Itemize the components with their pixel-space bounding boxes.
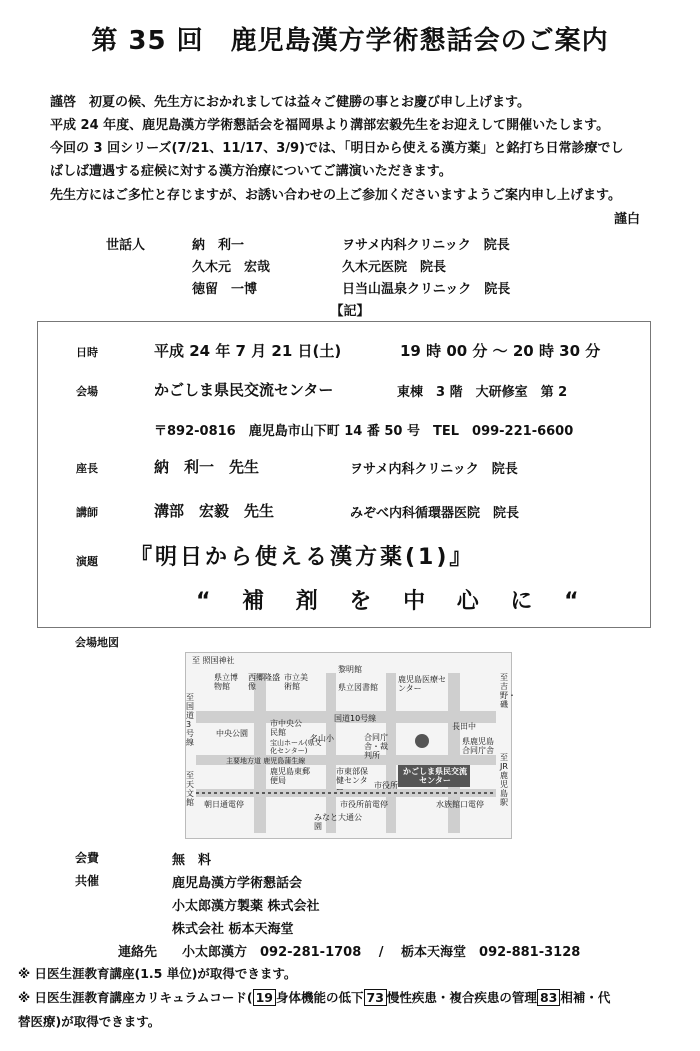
topic-label: 演題 (76, 555, 98, 568)
fee-value: 無 料 (172, 853, 212, 868)
curriculum-note-end: 替医療)が取得できます。 (18, 1014, 161, 1029)
speaker-label: 講師 (76, 506, 98, 519)
map-label: みなと大通公園 (314, 813, 362, 831)
organizer-affiliation: 久木元医院 院長 (342, 260, 447, 275)
curriculum-prefix: ※ 日医生涯教育講座カリキュラムコード( (18, 990, 253, 1005)
organizer-name: 納 利一 (192, 238, 245, 253)
date-label: 日時 (76, 346, 98, 359)
map-label: 市役所前電停 (340, 800, 388, 809)
map-label: 水族館口電停 (436, 800, 484, 809)
details-box (37, 321, 651, 628)
map-label: 至天文館 (186, 771, 194, 807)
map-label: 長田中 (452, 722, 476, 731)
venue-address: 〒892-0816 鹿児島市山下町 14 番 50 号 TEL 099-221-6600 (154, 424, 574, 439)
map-label: 市中央公民館 (270, 719, 302, 737)
speaker-name: 溝部 宏毅 先生 (154, 502, 275, 520)
sponsor-label: 共催 (75, 874, 100, 888)
fee-label: 会費 (75, 851, 100, 865)
map-label: 朝日通電停 (204, 800, 244, 809)
intro-line-1: 謹啓 初夏の候、先生方におかれましては益々ご健勝の事とお慶び申し上げます。 (50, 95, 530, 110)
curriculum-note (18, 988, 610, 1006)
map-label: 主要地方道 鹿児島蒲生線 (226, 757, 306, 765)
map-label: 宝山ホール(県文化センター) (270, 739, 322, 755)
map-label: 鹿児島医療センター (398, 675, 446, 693)
chair-label: 座長 (76, 462, 98, 475)
cme-note: ※ 日医生涯教育講座(1.5 単位)が取得できます。 (18, 966, 297, 981)
venue-marker-icon (415, 734, 429, 748)
map-label: 市立美術館 (284, 673, 308, 691)
lecture-subtitle: “ 補 剤 を 中 心 に “ (196, 589, 591, 614)
map-label: 中央公園 (216, 729, 248, 738)
event-date: 平成 24 年 7 月 21 日(土) (154, 342, 342, 360)
organizer-name: 徳留 一博 (192, 282, 258, 297)
map-label: 県立博物館 (214, 673, 238, 691)
map-label: 至JR鹿児島駅 (500, 753, 508, 807)
map-label: 至国道3号線 (186, 693, 194, 747)
venue-label: 会場 (76, 385, 98, 398)
event-time: 19 時 00 分 ～ 20 時 30 分 (400, 342, 601, 360)
venue-map (185, 652, 516, 839)
map-venue-label: かごしま県民交流センター (403, 767, 467, 785)
map-label: 国道10号線 (334, 714, 377, 723)
contact-text: 小太郎漢方 092-281-1708 / 栃本天海堂 092-881-3128 (182, 945, 581, 960)
curriculum-code-box: 73 (364, 989, 387, 1006)
sponsor-item: 小太郎漢方製薬 株式会社 (172, 899, 320, 914)
curriculum-code-box: 19 (253, 989, 276, 1006)
map-label: 県立図書館 (338, 683, 378, 692)
chair-affiliation: ヲサメ内科クリニック 院長 (350, 462, 518, 477)
sponsor-item: 鹿児島漢方学術懇話会 (172, 876, 303, 891)
venue-room: 東棟 3 階 大研修室 第 2 (397, 385, 568, 400)
venue-name: かごしま県民交流センター (154, 381, 334, 399)
map-label: 県鹿児島合同庁舎 (462, 737, 494, 755)
intro-line-4: ばしば遭遇する症候に対する漢方治療についてご講演いただきます。 (50, 164, 452, 179)
closing-word: 謹白 (613, 212, 640, 227)
map-heading: 会場地図 (75, 636, 119, 649)
road-vertical-1 (254, 673, 266, 833)
map-label: 西郷隆盛像 (248, 673, 280, 691)
curriculum-code-text: 慢性疾患・複合疾患の管理 (386, 990, 537, 1005)
page-title: 第 35 回 鹿児島漢方学術懇話会のご案内 (91, 26, 609, 56)
intro-line-3: 今回の 3 回シリーズ(7/21、11/17、3/9)では、「明日から使える漢方薬」と銘打ち日常診療でし (50, 141, 624, 156)
chair-name: 納 利一 先生 (154, 458, 260, 476)
curriculum-code-box: 83 (537, 989, 560, 1006)
ki-heading: 【記】 (330, 304, 370, 319)
contact-label: 連絡先 (118, 945, 158, 960)
sponsor-item: 株式会社 栃本天海堂 (172, 922, 294, 937)
lecture-title: 『明日から使える漢方薬(1)』 (130, 545, 475, 570)
map-label: 鹿児島東郵便局 (270, 767, 310, 785)
intro-line-5: 先生方にはご多忙と存じますが、お誘い合わせの上ご参加くださいますようご案内申し上げます。 (50, 188, 621, 203)
organizer-name: 久木元 宏哉 (192, 260, 271, 275)
map-label: 黎明館 (338, 665, 362, 674)
map-label: 合同庁舎・裁判所 (364, 733, 388, 760)
map-label: 名山小 (310, 734, 334, 743)
map-label: 市東部保健センター (336, 767, 368, 794)
intro-line-2: 平成 24 年度、鹿児島漢方学術懇話会を福岡県より溝部宏毅先生をお迎えして開催いたします。 (50, 118, 610, 133)
curriculum-code-text: 身体機能の低下 (276, 990, 364, 1005)
organizer-affiliation: ヲサメ内科クリニック 院長 (342, 238, 510, 253)
map-label: 至 照国神社 (192, 656, 235, 665)
map-label: 至吉野・磯 (500, 673, 516, 709)
map-label: 市役所 (374, 781, 398, 790)
speaker-affiliation: みぞべ内科循環器医院 院長 (350, 506, 520, 521)
organizers-label: 世話人 (106, 238, 146, 253)
organizer-affiliation: 日当山温泉クリニック 院長 (342, 282, 511, 297)
curriculum-code-text: 相補・代 (560, 990, 611, 1005)
